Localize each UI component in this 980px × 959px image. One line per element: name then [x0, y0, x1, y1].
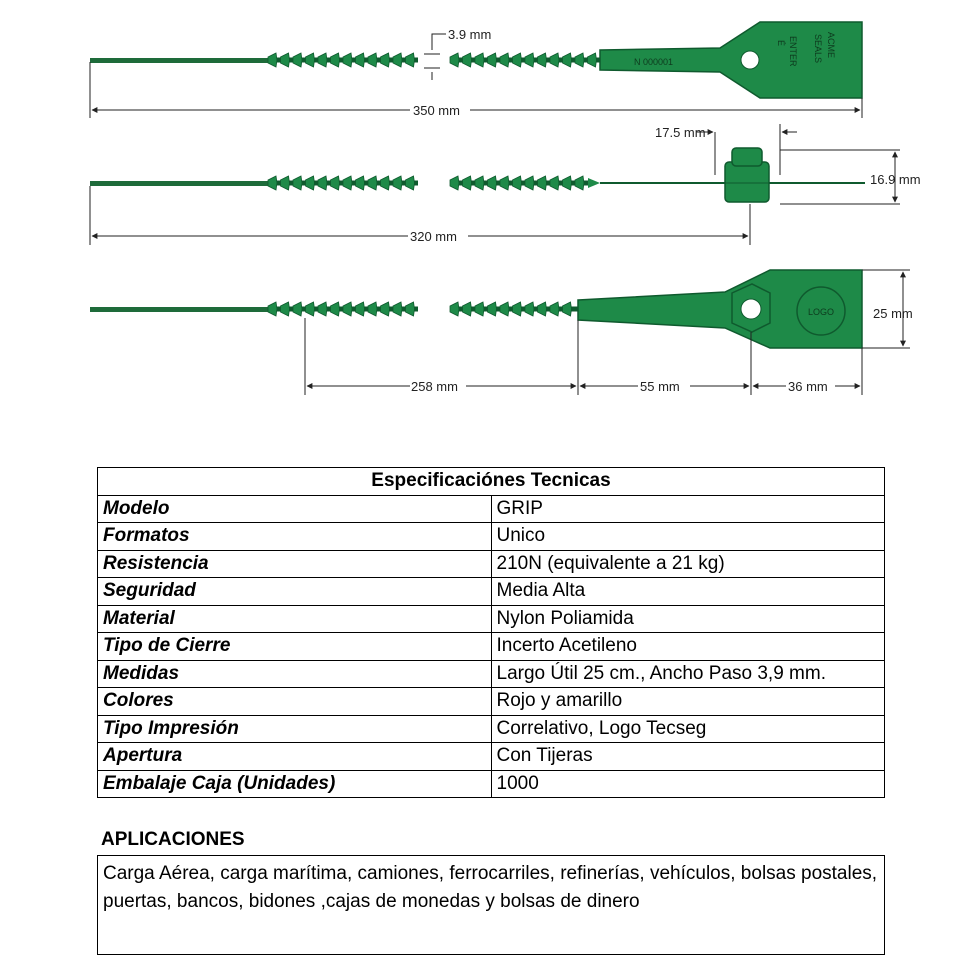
- strap-bead: [525, 176, 534, 190]
- strap-bead: [450, 176, 459, 190]
- applications-title: APLICACIONES: [101, 829, 245, 850]
- strap-bead: [356, 302, 365, 316]
- spec-row: [98, 495, 885, 523]
- spec-label: Modelo: [98, 495, 492, 523]
- logo-text: LOGO: [807, 307, 835, 317]
- strap-bead: [513, 176, 522, 190]
- head-height-label: 16.9 mm: [870, 172, 921, 187]
- spec-row: [98, 743, 885, 771]
- tag-line-1: ACME: [826, 32, 836, 59]
- spec-label: Resistencia: [98, 550, 492, 578]
- strap-bead: [368, 176, 377, 190]
- strap-tail: [90, 181, 268, 186]
- strap-bead: [550, 176, 559, 190]
- strap-bead: [356, 53, 365, 67]
- spec-value: 1000: [491, 770, 885, 798]
- strap-bead: [450, 53, 459, 67]
- strap-beads-right: [450, 176, 590, 190]
- spec-label: Apertura: [98, 743, 492, 771]
- strap-bead: [513, 302, 522, 316]
- spec-row: [98, 688, 885, 716]
- strap-bead: [368, 53, 377, 67]
- tag-line-4: É: [776, 40, 786, 47]
- strap-bead: [406, 176, 415, 190]
- strap-bead: [268, 53, 277, 67]
- tag-line-3: ENTER: [788, 36, 798, 67]
- strap-bead: [281, 302, 290, 316]
- strap-bead: [281, 176, 290, 190]
- strap-bead: [450, 302, 459, 316]
- spec-label: Medidas: [98, 660, 492, 688]
- spec-label: Embalaje Caja (Unidades): [98, 770, 492, 798]
- strap-length-label: 258 mm: [411, 379, 458, 394]
- strap-beads-left: [268, 176, 418, 190]
- specifications-table: [97, 467, 885, 798]
- spec-label: Colores: [98, 688, 492, 716]
- strap-bead: [513, 53, 522, 67]
- strap-bead: [318, 53, 327, 67]
- strap-bead: [525, 302, 534, 316]
- spec-row: [98, 578, 885, 606]
- strap-bead: [500, 302, 509, 316]
- strap-bead: [318, 176, 327, 190]
- strap-bead: [475, 302, 484, 316]
- strap-tail: [90, 307, 268, 312]
- spec-label: Tipo de Cierre: [98, 633, 492, 661]
- applications-text: Carga Aérea, carga marítima, camiones, ferrocarriles, refinerías, vehículos, bolsas postales, puertas, bancos, bidones ,cajas de monedas y bolsas de dinero: [97, 855, 885, 955]
- strap-beads-left: [268, 302, 418, 316]
- strap-bead: [293, 176, 302, 190]
- spec-value: Largo Útil 25 cm., Ancho Paso 3,9 mm.: [491, 660, 885, 688]
- strap-bead: [343, 176, 352, 190]
- spec-value: Con Tijeras: [491, 743, 885, 771]
- lock-head-side: [725, 162, 769, 202]
- strap-bead: [318, 302, 327, 316]
- strap-bead: [563, 302, 572, 316]
- strap-bead: [306, 176, 315, 190]
- strap-bead: [331, 53, 340, 67]
- strap-bead: [381, 53, 390, 67]
- spec-value: Incerto Acetileno: [491, 633, 885, 661]
- strap-bead: [268, 302, 277, 316]
- strap-bead: [538, 53, 547, 67]
- strap-bead: [550, 53, 559, 67]
- spec-label: Seguridad: [98, 578, 492, 606]
- tag-length-label: 36 mm: [788, 379, 828, 394]
- tag-hole: [741, 51, 759, 69]
- strap-bead: [393, 302, 402, 316]
- spec-value: 210N (equivalente a 21 kg): [491, 550, 885, 578]
- strap-bead: [343, 53, 352, 67]
- seal-view-top: [90, 22, 862, 118]
- total-length-label-320: 320 mm: [410, 229, 457, 244]
- strap-bead: [550, 302, 559, 316]
- spec-value: Rojo y amarillo: [491, 688, 885, 716]
- strap-bead: [475, 53, 484, 67]
- spec-row: [98, 633, 885, 661]
- strap-bead: [463, 176, 472, 190]
- strap-bead: [356, 176, 365, 190]
- strap-bead: [406, 302, 415, 316]
- strap-bead: [381, 176, 390, 190]
- strap-bead: [538, 302, 547, 316]
- spec-row: [98, 550, 885, 578]
- strap-bead: [475, 176, 484, 190]
- strap-bead: [306, 53, 315, 67]
- strap-bead: [463, 302, 472, 316]
- tag-line-2: SEALS: [813, 34, 823, 64]
- strap-bead: [575, 53, 584, 67]
- strap-beads-left: [268, 53, 418, 67]
- spec-label: Tipo Impresión: [98, 715, 492, 743]
- width-dimension-label: 3.9 mm: [448, 27, 492, 42]
- strap-bead: [343, 302, 352, 316]
- strap-bead: [525, 53, 534, 67]
- strap-bead: [293, 302, 302, 316]
- seal-view-side: [90, 124, 921, 245]
- strap-bead: [293, 53, 302, 67]
- spec-title: Especificaciónes Tecnicas: [98, 468, 885, 496]
- spec-row: [98, 770, 885, 798]
- strap-bead: [381, 302, 390, 316]
- spec-label: Formatos: [98, 523, 492, 551]
- seal-view-bottom: [90, 270, 913, 395]
- seal-technical-drawing: [0, 0, 980, 420]
- strap-beads-right: [450, 53, 604, 67]
- strap-bead: [406, 53, 415, 67]
- strap-tail: [90, 58, 268, 63]
- spec-value: GRIP: [491, 495, 885, 523]
- strap-bead: [331, 302, 340, 316]
- head-width-label: 17.5 mm: [655, 125, 706, 140]
- spec-row: [98, 715, 885, 743]
- spec-row: [98, 605, 885, 633]
- strap-bead: [500, 176, 509, 190]
- spec-row: [98, 523, 885, 551]
- strap-bead: [368, 302, 377, 316]
- strap-bead: [281, 53, 290, 67]
- neck-length-label: 55 mm: [640, 379, 680, 394]
- total-length-label-350: 350 mm: [413, 103, 460, 118]
- spec-value: Unico: [491, 523, 885, 551]
- strap-bead: [268, 176, 277, 190]
- strap-bead: [538, 176, 547, 190]
- spec-row: [98, 660, 885, 688]
- strap-bead: [306, 302, 315, 316]
- strap-bead: [588, 53, 597, 67]
- tag-height-label: 25 mm: [873, 306, 913, 321]
- strap-bead: [563, 176, 572, 190]
- spec-value: Media Alta: [491, 578, 885, 606]
- strap-bead: [488, 53, 497, 67]
- strap-bead: [488, 302, 497, 316]
- strap-bead: [488, 176, 497, 190]
- strap-bead: [463, 53, 472, 67]
- strap-bead: [331, 176, 340, 190]
- strap-bead: [575, 176, 584, 190]
- strap-bead: [393, 53, 402, 67]
- lock-hole: [741, 299, 761, 319]
- serial-number: N 000001: [634, 57, 674, 67]
- spec-header-row: [98, 468, 885, 496]
- strap-bead: [563, 53, 572, 67]
- strap-bead: [500, 53, 509, 67]
- spec-label: Material: [98, 605, 492, 633]
- strap-beads-right: [450, 302, 580, 316]
- strap-bead: [393, 176, 402, 190]
- spec-value: Correlativo, Logo Tecseg: [491, 715, 885, 743]
- spec-value: Nylon Poliamida: [491, 605, 885, 633]
